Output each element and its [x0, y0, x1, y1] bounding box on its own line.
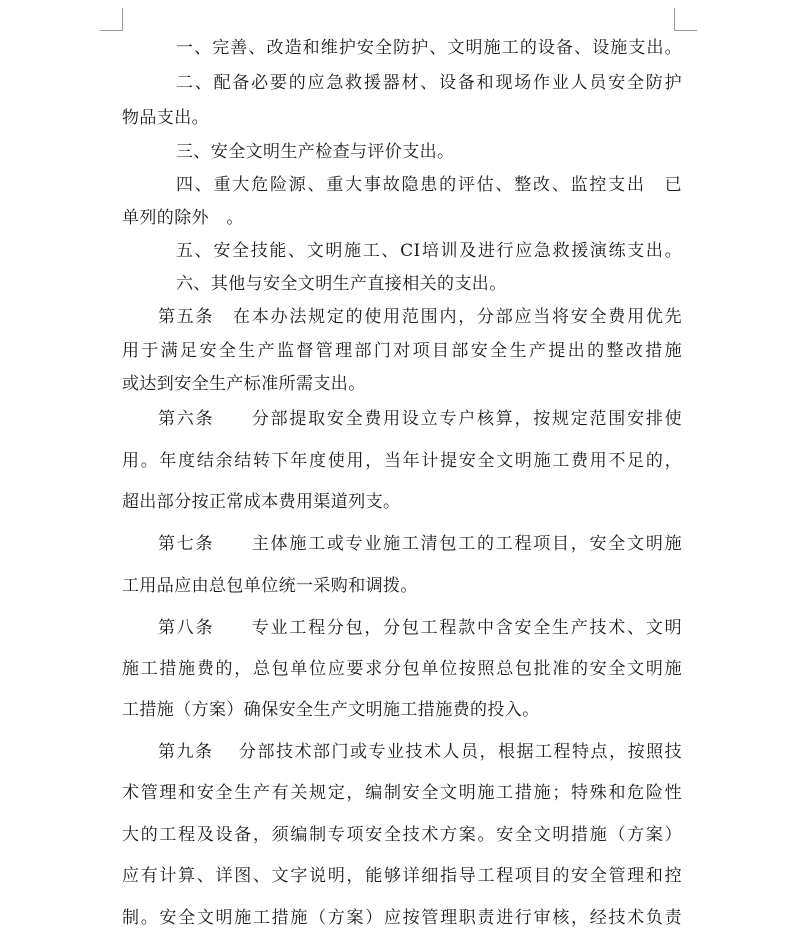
text-line: 第六条 分部提取安全费用设立专户核算，按规定范围安排使 [158, 409, 682, 429]
text-line: 五、安全技能、文明施工、CI培训及进行应急救援演练支出。 [176, 241, 682, 261]
text-line: 六、其他与安全文明生产直接相关的支出。 [176, 274, 507, 294]
text-line: 第九条 分部技术部门或专业技术人员，根据工程特点，按照技 [158, 742, 682, 762]
text-line: 四、重大危险源、重大事故隐患的评估、整改、监控支出 已 [176, 175, 682, 195]
text-line: 工用品应由总包单位统一采购和调拨。 [122, 576, 418, 596]
page-corner-mark-left [100, 8, 123, 31]
text-line: 物品支出。 [122, 108, 209, 128]
text-line: 一、完善、改造和维护安全防护、文明施工的设备、设施支出。 [176, 38, 682, 58]
text-line: 用。年度结余结转下年度使用，当年计提安全文明施工费用不足的， [122, 451, 682, 471]
text-line: 单列的除外 。 [122, 208, 244, 228]
text-line: 制。安全文明施工措施（方案）应按管理职责进行审核，经技术负责 [122, 908, 682, 928]
text-line: 超出部分按正常成本费用渠道列支。 [122, 492, 401, 512]
text-line: 第七条 主体施工或专业施工清包工的工程项目，安全文明施 [158, 534, 682, 554]
text-line: 二、配备必要的应急救援器材、设备和现场作业人员安全防护 [176, 73, 682, 93]
text-line: 或达到安全生产标准所需支出。 [122, 374, 366, 394]
text-line: 用于满足安全生产监督管理部门对项目部安全生产提出的整改措施 [122, 341, 682, 361]
text-line: 工措施（方案）确保安全生产文明施工措施费的投入。 [122, 700, 540, 720]
text-line: 施工措施费的，总包单位应要求分包单位按照总包批准的安全文明施 [122, 659, 682, 679]
text-line: 第八条 专业工程分包，分包工程款中含安全生产技术、文明 [158, 618, 682, 638]
text-line: 大的工程及设备，须编制专项安全技术方案。安全文明措施（方案） [122, 825, 682, 845]
page-corner-mark-right [674, 8, 697, 31]
text-line: 术管理和安全生产有关规定，编制安全文明施工措施；特殊和危险性 [122, 783, 682, 803]
text-line: 第五条 在本办法规定的使用范围内，分部应当将安全费用优先 [158, 307, 682, 327]
text-line: 三、安全文明生产检查与评价支出。 [176, 142, 455, 162]
text-line: 应有计算、详图、文字说明，能够详细指导工程项目的安全管理和控 [122, 866, 682, 886]
